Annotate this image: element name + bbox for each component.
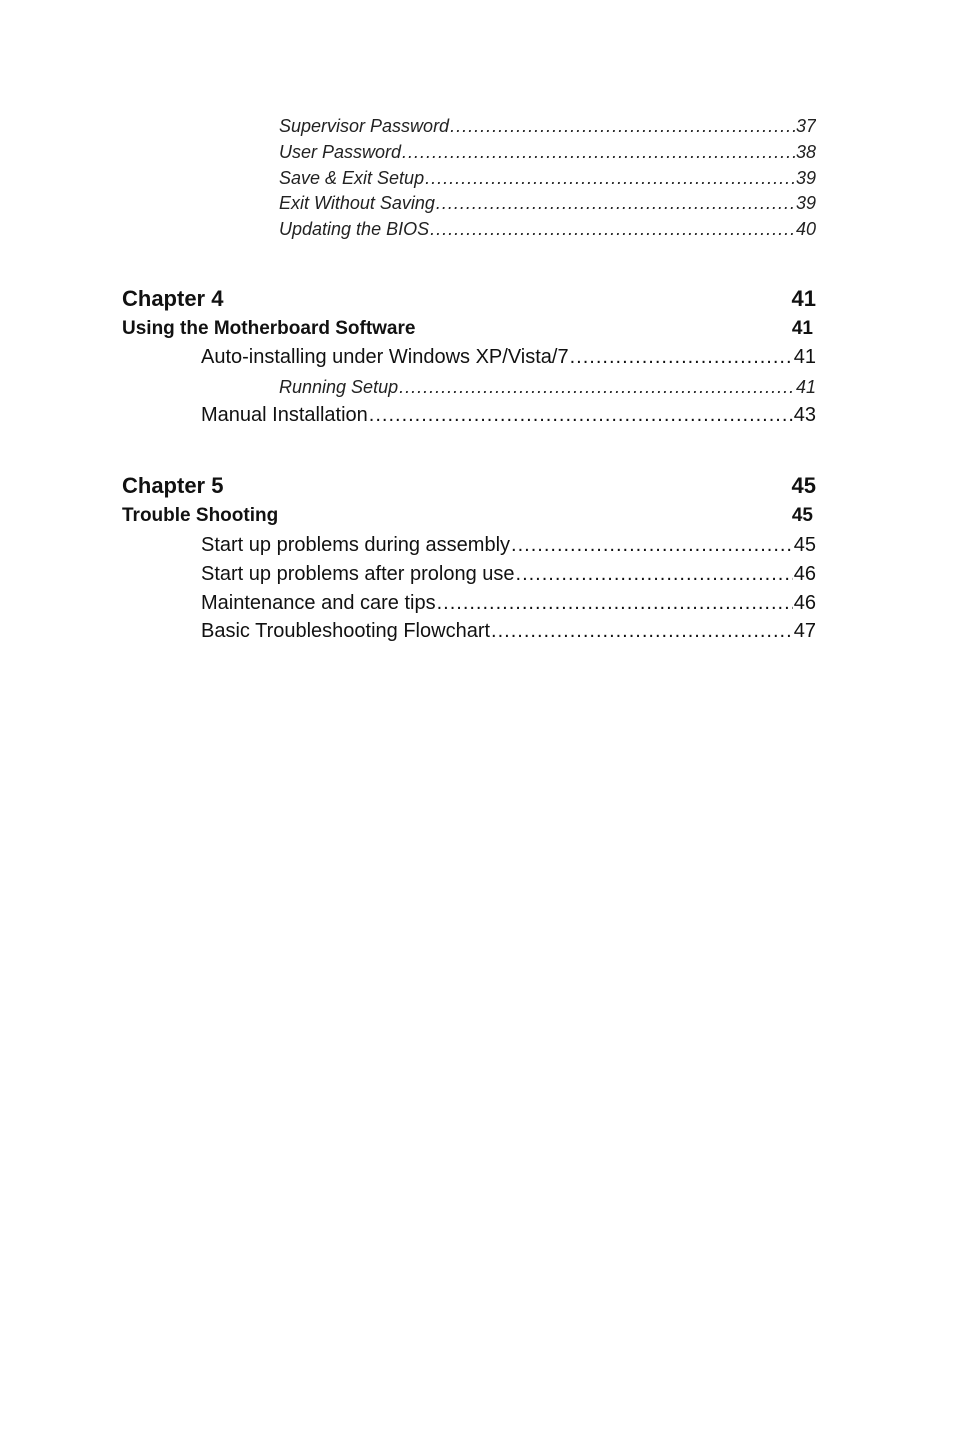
toc-entry-title: Manual Installation: [201, 404, 368, 426]
toc-entry-page: 41: [793, 346, 816, 368]
dot-leader: [437, 589, 793, 617]
toc-entry-title: Maintenance and care tips: [201, 592, 436, 614]
chapter-page: 41: [791, 286, 816, 311]
dot-leader: [570, 343, 793, 371]
chapter-5-title[interactable]: [122, 503, 813, 529]
dot-leader: [511, 531, 793, 559]
chapter-5-heading[interactable]: [122, 471, 816, 501]
toc-entry-title: Supervisor Password: [279, 116, 450, 136]
toc-entry-updating-the-bios[interactable]: [279, 217, 816, 241]
dot-leader: [516, 560, 793, 588]
chapter-4-heading[interactable]: [122, 284, 816, 314]
dot-leader: [491, 617, 793, 645]
chapter-page: 45: [791, 473, 816, 498]
toc-entry-page: 45: [793, 534, 816, 556]
toc-entry-page: 46: [793, 592, 816, 614]
toc-entry-page: 39: [795, 168, 816, 188]
chapter-title-page: 45: [791, 505, 813, 526]
toc-entry-maintenance-care-tips[interactable]: [201, 589, 816, 617]
toc-entry-title: Start up problems after prolong use: [201, 563, 515, 585]
toc-entry-startup-problems-prolong-use[interactable]: [201, 560, 816, 588]
dot-leader: [436, 191, 795, 215]
toc-entry-page: 40: [795, 219, 816, 239]
toc-entry-title: Basic Troubleshooting Flowchart: [201, 620, 491, 642]
toc-entry-page: 46: [793, 563, 816, 585]
toc-entry-page: 37: [795, 116, 816, 136]
chapter-label: Chapter 5: [122, 473, 224, 498]
toc-entry-page: 43: [793, 404, 816, 426]
toc-entry-page: 41: [795, 377, 816, 397]
dot-leader: [450, 114, 795, 138]
chapter-title: Trouble Shooting: [122, 505, 279, 526]
toc-entry-manual-installation[interactable]: [201, 401, 816, 429]
toc-entry-title: Save & Exit Setup: [279, 168, 425, 188]
toc-entry-user-password[interactable]: [279, 140, 816, 164]
dot-leader: [399, 375, 795, 399]
toc-entry-startup-problems-assembly[interactable]: [201, 531, 816, 559]
toc-entry-page: 38: [795, 142, 816, 162]
dot-leader: [402, 140, 795, 164]
toc-entry-title: Exit Without Saving: [279, 193, 435, 213]
dot-leader: [369, 401, 793, 429]
toc-entry-title: Running Setup: [279, 377, 399, 397]
toc-entry-exit-without-saving[interactable]: [279, 191, 816, 215]
toc-entry-troubleshooting-flowchart[interactable]: [201, 617, 816, 645]
chapter-4-title[interactable]: [122, 316, 813, 342]
dot-leader: [430, 217, 795, 241]
toc-entry-save-exit-setup[interactable]: [279, 166, 816, 190]
toc-entry-running-setup[interactable]: [279, 375, 816, 399]
chapter-title: Using the Motherboard Software: [122, 318, 416, 339]
toc-entry-title: Start up problems during assembly: [201, 534, 511, 556]
toc-entry-supervisor-password[interactable]: [279, 114, 816, 138]
toc-entry-auto-installing[interactable]: [201, 343, 816, 371]
chapter-label: Chapter 4: [122, 286, 224, 311]
dot-leader: [425, 166, 795, 190]
toc-entry-title: User Password: [279, 142, 402, 162]
toc-entry-page: 39: [795, 193, 816, 213]
toc-entry-title: Auto-installing under Windows XP/Vista/7: [201, 346, 569, 368]
chapter-title-page: 41: [791, 318, 813, 339]
toc-entry-page: 47: [793, 620, 816, 642]
toc-entry-title: Updating the BIOS: [279, 219, 430, 239]
